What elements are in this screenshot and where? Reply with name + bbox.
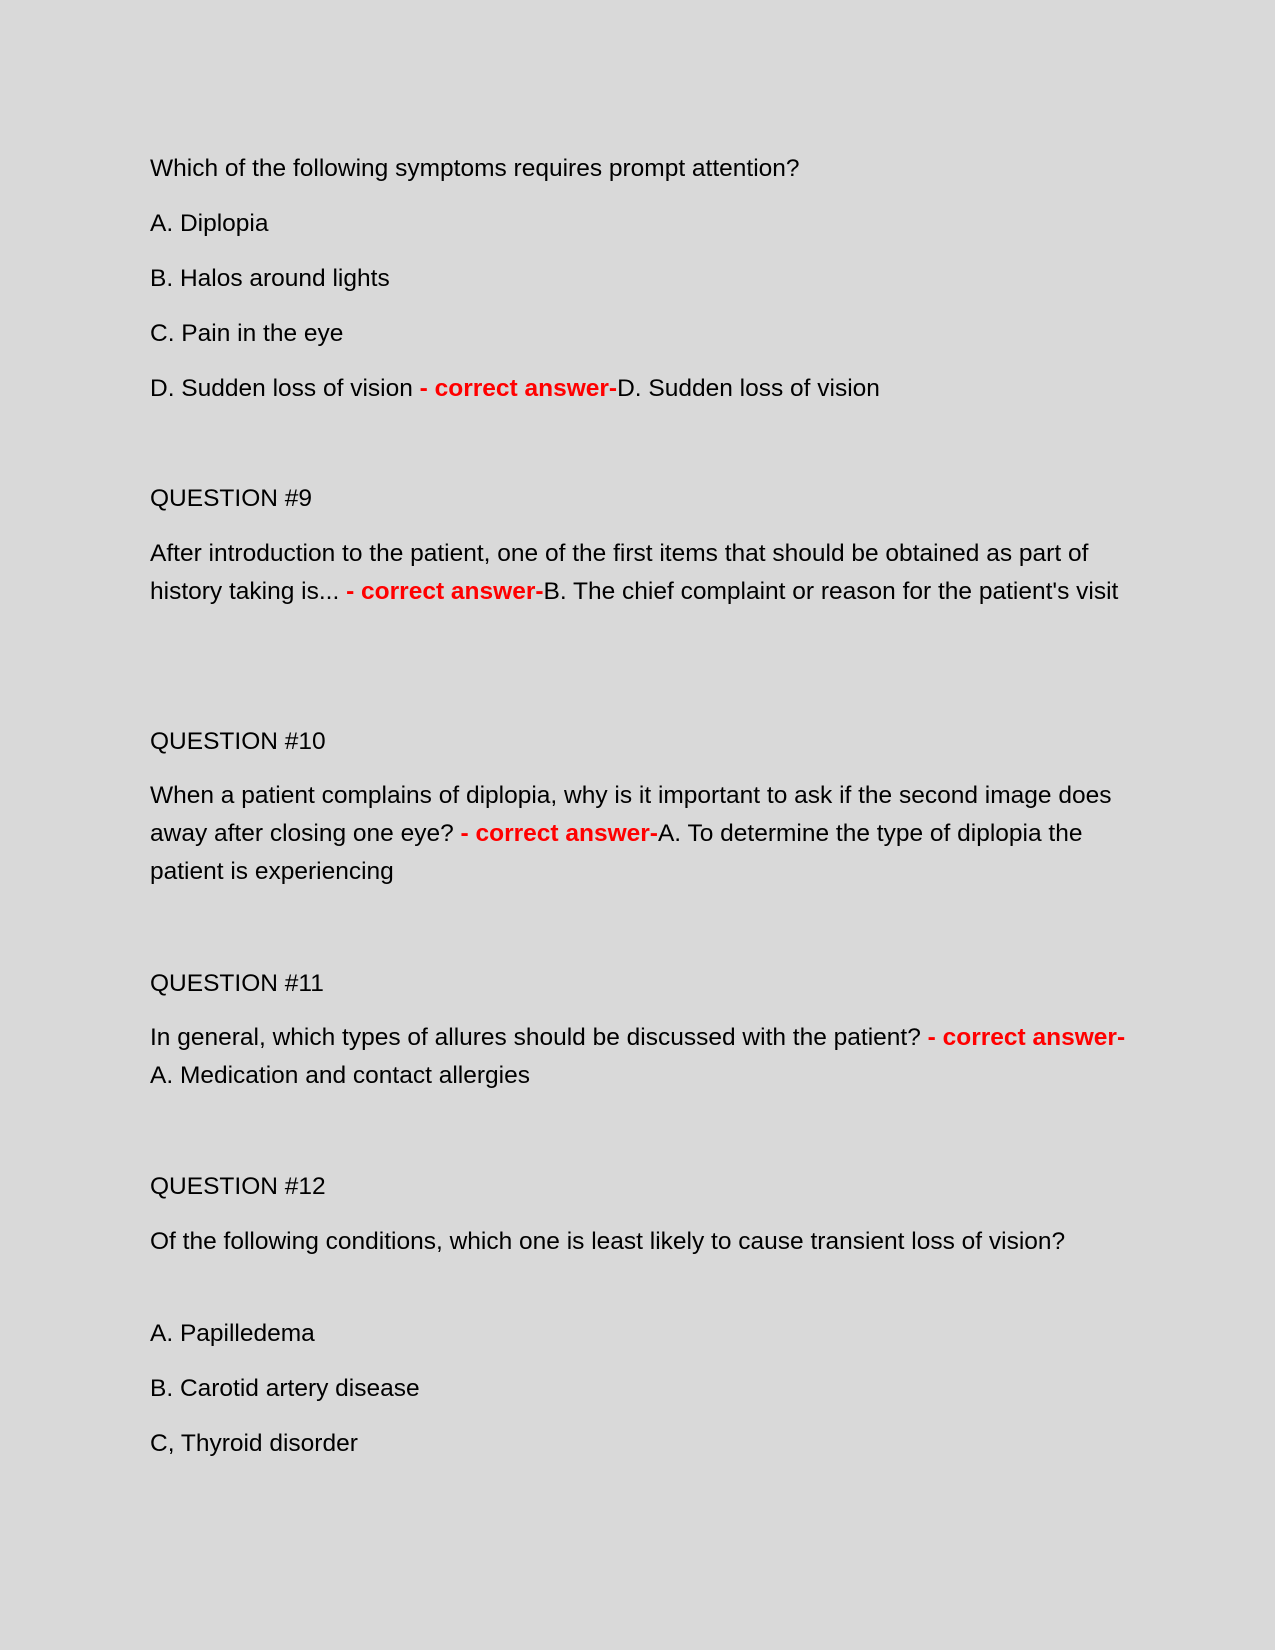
question-text: Which of the following symptoms requires prompt attention? bbox=[150, 155, 800, 182]
question-heading: QUESTION #10 bbox=[150, 728, 326, 755]
answer: D. Sudden loss of vision bbox=[617, 375, 880, 402]
question-heading: QUESTION #9 bbox=[150, 485, 313, 512]
option-with-answer bbox=[150, 370, 1130, 408]
question-text: When a patient complains of diplopia, why is it important to ask if the second image does away after closing one eye? bbox=[150, 782, 1112, 847]
option: D. Sudden loss of vision bbox=[150, 375, 420, 402]
question-text: After introduction to the patient, one of the first items that should be obtained as part of history taking is... bbox=[150, 540, 1089, 605]
option: A. Diplopia bbox=[150, 210, 269, 237]
answer: B. The chief complaint or reason for the patient's visit bbox=[543, 578, 1119, 605]
question-heading: QUESTION #12 bbox=[150, 1173, 326, 1200]
correct-answer-marker: - correct answer- bbox=[927, 1024, 1126, 1051]
question-block bbox=[150, 777, 1130, 891]
option: C. Pain in the eye bbox=[150, 320, 344, 347]
question-text: Of the following conditions, which one is least likely to cause transient loss of vision? bbox=[150, 1228, 1066, 1255]
correct-answer-marker: - correct answer- bbox=[346, 578, 544, 605]
answer: A. To determine the type of diplopia the patient is experiencing bbox=[150, 820, 1083, 885]
answer: A. Medication and contact allergies bbox=[150, 1062, 530, 1089]
option: B. Halos around lights bbox=[150, 265, 390, 292]
correct-answer-marker: - correct answer- bbox=[460, 820, 658, 847]
option: C, Thyroid disorder bbox=[150, 1430, 358, 1457]
question-heading: QUESTION #11 bbox=[150, 970, 324, 997]
question-text: In general, which types of allures should be discussed with the patient? bbox=[150, 1024, 928, 1051]
question-block bbox=[150, 1019, 1130, 1095]
option: B. Carotid artery disease bbox=[150, 1375, 420, 1402]
option: A. Papilledema bbox=[150, 1320, 315, 1347]
question-block bbox=[150, 535, 1130, 611]
correct-answer-marker: - correct answer- bbox=[419, 375, 618, 402]
